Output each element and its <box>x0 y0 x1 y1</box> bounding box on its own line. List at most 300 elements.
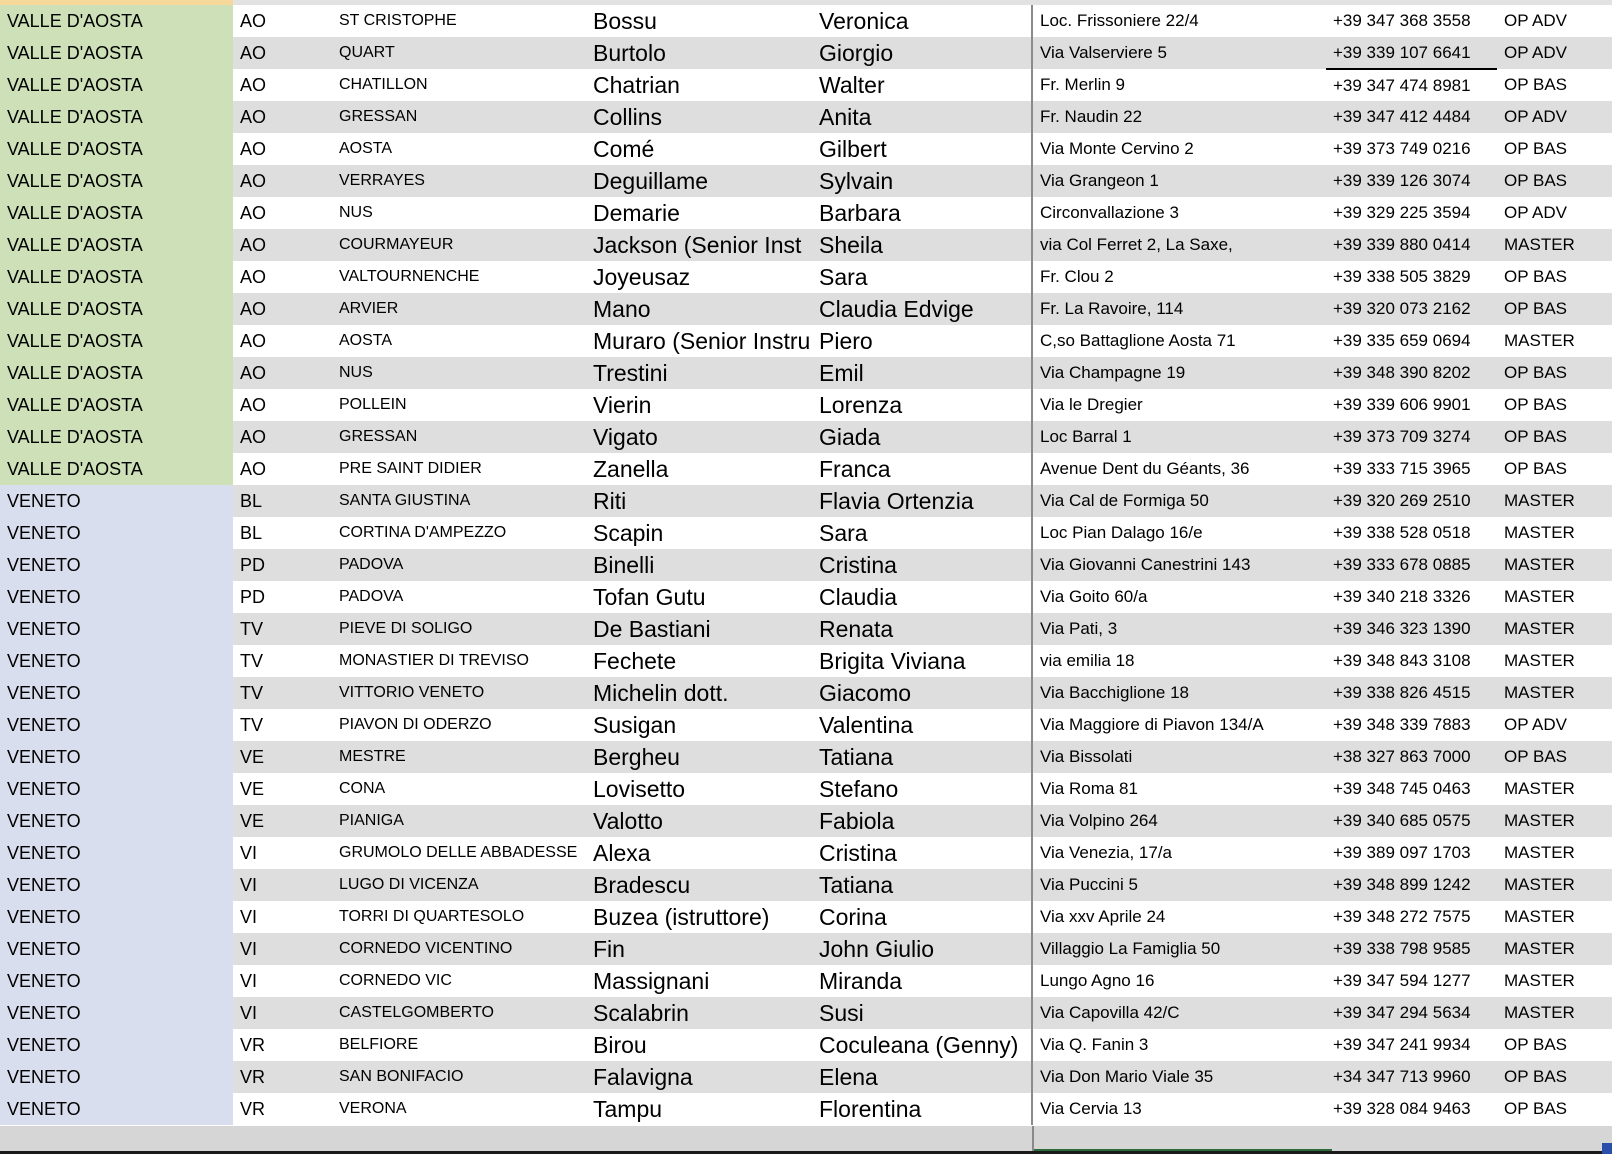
phone-cell[interactable]: +39 339 880 0414 <box>1326 229 1497 261</box>
address-cell[interactable]: Via Venezia, 17/a <box>1032 837 1326 869</box>
address-cell[interactable]: Via Bacchiglione 18 <box>1032 677 1326 709</box>
first-name-cell[interactable]: Elena <box>812 1061 1032 1093</box>
region-cell[interactable]: VENETO <box>0 869 233 901</box>
surname-cell[interactable]: Trestini <box>586 357 812 389</box>
city-cell[interactable]: SAN BONIFACIO <box>332 1061 586 1093</box>
level-cell[interactable]: MASTER <box>1497 549 1612 581</box>
province-cell[interactable]: VR <box>233 1061 332 1093</box>
surname-cell[interactable]: Buzea (istruttore) <box>586 901 812 933</box>
phone-cell[interactable]: +39 333 678 0885 <box>1326 549 1497 581</box>
city-cell[interactable]: ST CRISTOPHE <box>332 5 586 37</box>
city-cell[interactable]: TORRI DI QUARTESOLO <box>332 901 586 933</box>
address-cell[interactable]: Via Cervia 13 <box>1032 1093 1326 1125</box>
region-cell[interactable]: VENETO <box>0 613 233 645</box>
surname-cell[interactable]: Zanella <box>586 453 812 485</box>
level-cell[interactable]: OP BAS <box>1497 261 1612 293</box>
phone-cell[interactable]: +39 348 843 3108 <box>1326 645 1497 677</box>
province-cell[interactable]: PD <box>233 581 332 613</box>
table-row[interactable] <box>0 453 1612 485</box>
first-name-cell[interactable]: Sheila <box>812 229 1032 261</box>
phone-cell[interactable]: +39 340 685 0575 <box>1326 805 1497 837</box>
region-cell[interactable]: VENETO <box>0 677 233 709</box>
surname-cell[interactable]: Mano <box>586 293 812 325</box>
level-cell[interactable]: OP BAS <box>1497 133 1612 165</box>
surname-cell[interactable]: Vierin <box>586 389 812 421</box>
surname-cell[interactable]: Joyeusaz <box>586 261 812 293</box>
region-cell[interactable]: VENETO <box>0 549 233 581</box>
address-cell[interactable]: Loc Barral 1 <box>1032 421 1326 453</box>
surname-cell[interactable]: Muraro (Senior Instru <box>586 325 812 357</box>
phone-cell[interactable]: +39 328 084 9463 <box>1326 1093 1497 1125</box>
table-row[interactable] <box>0 965 1612 997</box>
phone-cell[interactable]: +39 338 798 9585 <box>1326 933 1497 965</box>
phone-cell[interactable]: +39 346 323 1390 <box>1326 613 1497 645</box>
level-cell[interactable]: OP ADV <box>1497 37 1612 69</box>
phone-cell[interactable]: +39 338 528 0518 <box>1326 517 1497 549</box>
province-cell[interactable]: AO <box>233 325 332 357</box>
level-cell[interactable]: MASTER <box>1497 581 1612 613</box>
province-cell[interactable]: VE <box>233 773 332 805</box>
table-row[interactable] <box>0 1029 1612 1061</box>
first-name-cell[interactable]: Cristina <box>812 549 1032 581</box>
city-cell[interactable]: PIAVON DI ODERZO <box>332 709 586 741</box>
level-cell[interactable]: MASTER <box>1497 997 1612 1029</box>
region-cell[interactable]: VALLE D'AOSTA <box>0 37 233 69</box>
province-cell[interactable]: VI <box>233 965 332 997</box>
resize-handle-icon[interactable] <box>1602 1143 1612 1154</box>
first-name-cell[interactable]: Corina <box>812 901 1032 933</box>
province-cell[interactable]: AO <box>233 293 332 325</box>
table-row[interactable] <box>0 613 1612 645</box>
address-cell[interactable]: Via Volpino 264 <box>1032 805 1326 837</box>
first-name-cell[interactable]: Lorenza <box>812 389 1032 421</box>
phone-cell[interactable]: +39 347 294 5634 <box>1326 997 1497 1029</box>
region-cell[interactable]: VENETO <box>0 645 233 677</box>
surname-cell[interactable]: Michelin dott. <box>586 677 812 709</box>
region-cell[interactable]: VENETO <box>0 741 233 773</box>
address-cell[interactable]: Via Capovilla 42/C <box>1032 997 1326 1029</box>
first-name-cell[interactable]: Miranda <box>812 965 1032 997</box>
province-cell[interactable]: VI <box>233 837 332 869</box>
surname-cell[interactable]: Riti <box>586 485 812 517</box>
first-name-cell[interactable]: Tatiana <box>812 869 1032 901</box>
surname-cell[interactable]: Fin <box>586 933 812 965</box>
province-cell[interactable]: VI <box>233 933 332 965</box>
region-cell[interactable]: VENETO <box>0 997 233 1029</box>
first-name-cell[interactable]: Barbara <box>812 197 1032 229</box>
region-cell[interactable]: VALLE D'AOSTA <box>0 101 233 133</box>
phone-cell[interactable]: +39 347 474 8981 <box>1326 69 1497 101</box>
level-cell[interactable]: OP ADV <box>1497 709 1612 741</box>
region-cell[interactable]: VALLE D'AOSTA <box>0 293 233 325</box>
phone-cell[interactable]: +39 348 339 7883 <box>1326 709 1497 741</box>
address-cell[interactable]: Via Roma 81 <box>1032 773 1326 805</box>
province-cell[interactable]: VI <box>233 997 332 1029</box>
level-cell[interactable]: OP ADV <box>1497 101 1612 133</box>
city-cell[interactable]: NUS <box>332 357 586 389</box>
table-row[interactable] <box>0 37 1612 69</box>
province-cell[interactable]: TV <box>233 677 332 709</box>
address-cell[interactable]: Via Monte Cervino 2 <box>1032 133 1326 165</box>
level-cell[interactable]: MASTER <box>1497 933 1612 965</box>
level-cell[interactable]: MASTER <box>1497 965 1612 997</box>
phone-cell[interactable]: +39 348 899 1242 <box>1326 869 1497 901</box>
level-cell[interactable]: MASTER <box>1497 869 1612 901</box>
city-cell[interactable]: PADOVA <box>332 581 586 613</box>
first-name-cell[interactable]: Emil <box>812 357 1032 389</box>
table-row[interactable] <box>0 325 1612 357</box>
first-name-cell[interactable]: Stefano <box>812 773 1032 805</box>
city-cell[interactable]: QUART <box>332 37 586 69</box>
city-cell[interactable]: CASTELGOMBERTO <box>332 997 586 1029</box>
province-cell[interactable]: AO <box>233 421 332 453</box>
province-cell[interactable]: VI <box>233 901 332 933</box>
table-row[interactable] <box>0 1061 1612 1093</box>
surname-cell[interactable]: Demarie <box>586 197 812 229</box>
city-cell[interactable]: POLLEIN <box>332 389 586 421</box>
region-cell[interactable]: VALLE D'AOSTA <box>0 5 233 37</box>
city-cell[interactable]: CORNEDO VICENTINO <box>332 933 586 965</box>
table-row[interactable] <box>0 741 1612 773</box>
first-name-cell[interactable]: Cristina <box>812 837 1032 869</box>
province-cell[interactable]: AO <box>233 5 332 37</box>
city-cell[interactable]: AOSTA <box>332 133 586 165</box>
level-cell[interactable]: MASTER <box>1497 485 1612 517</box>
phone-cell[interactable]: +39 339 107 6641 <box>1326 37 1497 69</box>
city-cell[interactable]: PRE SAINT DIDIER <box>332 453 586 485</box>
first-name-cell[interactable]: Claudia <box>812 581 1032 613</box>
surname-cell[interactable]: Alexa <box>586 837 812 869</box>
first-name-cell[interactable]: Coculeana (Genny) <box>812 1029 1032 1061</box>
city-cell[interactable]: PIANIGA <box>332 805 586 837</box>
phone-cell[interactable]: +39 389 097 1703 <box>1326 837 1497 869</box>
phone-cell[interactable]: +38 327 863 7000 <box>1326 741 1497 773</box>
level-cell[interactable]: MASTER <box>1497 229 1612 261</box>
city-cell[interactable]: COURMAYEUR <box>332 229 586 261</box>
address-cell[interactable]: Via Goito 60/a <box>1032 581 1326 613</box>
table-row[interactable] <box>0 485 1612 517</box>
first-name-cell[interactable]: Sara <box>812 261 1032 293</box>
surname-cell[interactable]: Jackson (Senior Inst <box>586 229 812 261</box>
address-cell[interactable]: C,so Battaglione Aosta 71 <box>1032 325 1326 357</box>
phone-cell[interactable]: +39 348 272 7575 <box>1326 901 1497 933</box>
phone-cell[interactable]: +39 320 269 2510 <box>1326 485 1497 517</box>
province-cell[interactable]: TV <box>233 645 332 677</box>
table-row[interactable] <box>0 773 1612 805</box>
first-name-cell[interactable]: Giada <box>812 421 1032 453</box>
level-cell[interactable]: OP BAS <box>1497 389 1612 421</box>
first-name-cell[interactable]: Brigita Viviana <box>812 645 1032 677</box>
region-cell[interactable]: VALLE D'AOSTA <box>0 453 233 485</box>
table-row[interactable] <box>0 5 1612 37</box>
address-cell[interactable]: Fr. Clou 2 <box>1032 261 1326 293</box>
table-row[interactable] <box>0 197 1612 229</box>
level-cell[interactable]: OP BAS <box>1497 741 1612 773</box>
surname-cell[interactable]: Falavigna <box>586 1061 812 1093</box>
level-cell[interactable]: MASTER <box>1497 773 1612 805</box>
level-cell[interactable]: MASTER <box>1497 805 1612 837</box>
level-cell[interactable]: MASTER <box>1497 901 1612 933</box>
surname-cell[interactable]: Bradescu <box>586 869 812 901</box>
region-cell[interactable]: VENETO <box>0 485 233 517</box>
region-cell[interactable]: VENETO <box>0 965 233 997</box>
first-name-cell[interactable]: Renata <box>812 613 1032 645</box>
table-row[interactable] <box>0 133 1612 165</box>
region-cell[interactable]: VENETO <box>0 1093 233 1125</box>
region-cell[interactable]: VENETO <box>0 1061 233 1093</box>
province-cell[interactable]: VR <box>233 1093 332 1125</box>
address-cell[interactable]: Via Valserviere 5 <box>1032 37 1326 69</box>
surname-cell[interactable]: Collins <box>586 101 812 133</box>
phone-cell[interactable]: +39 339 126 3074 <box>1326 165 1497 197</box>
region-cell[interactable]: VALLE D'AOSTA <box>0 69 233 101</box>
first-name-cell[interactable]: Claudia Edvige <box>812 293 1032 325</box>
province-cell[interactable]: TV <box>233 613 332 645</box>
city-cell[interactable]: CONA <box>332 773 586 805</box>
region-cell[interactable]: VALLE D'AOSTA <box>0 421 233 453</box>
city-cell[interactable]: VITTORIO VENETO <box>332 677 586 709</box>
address-cell[interactable]: via emilia 18 <box>1032 645 1326 677</box>
table-row[interactable] <box>0 517 1612 549</box>
level-cell[interactable]: MASTER <box>1497 837 1612 869</box>
city-cell[interactable]: CHATILLON <box>332 69 586 101</box>
first-name-cell[interactable]: Susi <box>812 997 1032 1029</box>
surname-cell[interactable]: Scalabrin <box>586 997 812 1029</box>
region-cell[interactable]: VENETO <box>0 709 233 741</box>
surname-cell[interactable]: Comé <box>586 133 812 165</box>
phone-cell[interactable]: +39 347 241 9934 <box>1326 1029 1497 1061</box>
first-name-cell[interactable]: Valentina <box>812 709 1032 741</box>
level-cell[interactable]: OP BAS <box>1497 69 1612 101</box>
city-cell[interactable]: VERRAYES <box>332 165 586 197</box>
first-name-cell[interactable]: Franca <box>812 453 1032 485</box>
first-name-cell[interactable]: Sylvain <box>812 165 1032 197</box>
surname-cell[interactable]: Deguillame <box>586 165 812 197</box>
address-cell[interactable]: Loc Pian Dalago 16/e <box>1032 517 1326 549</box>
city-cell[interactable]: NUS <box>332 197 586 229</box>
table-row[interactable] <box>0 229 1612 261</box>
first-name-cell[interactable]: Giacomo <box>812 677 1032 709</box>
city-cell[interactable]: MONASTIER DI TREVISO <box>332 645 586 677</box>
region-cell[interactable]: VENETO <box>0 773 233 805</box>
phone-cell[interactable]: +39 338 826 4515 <box>1326 677 1497 709</box>
phone-cell[interactable]: +34 347 713 9960 <box>1326 1061 1497 1093</box>
table-row[interactable] <box>0 1093 1612 1125</box>
address-cell[interactable]: Avenue Dent du Géants, 36 <box>1032 453 1326 485</box>
level-cell[interactable]: OP BAS <box>1497 421 1612 453</box>
province-cell[interactable]: TV <box>233 709 332 741</box>
address-cell[interactable]: via Col Ferret 2, La Saxe, <box>1032 229 1326 261</box>
city-cell[interactable]: CORNEDO VIC <box>332 965 586 997</box>
table-row[interactable] <box>0 389 1612 421</box>
address-cell[interactable]: Fr. Naudin 22 <box>1032 101 1326 133</box>
phone-cell[interactable]: +39 339 606 9901 <box>1326 389 1497 421</box>
first-name-cell[interactable]: Anita <box>812 101 1032 133</box>
address-cell[interactable]: Villaggio La Famiglia 50 <box>1032 933 1326 965</box>
phone-cell[interactable]: +39 347 368 3558 <box>1326 5 1497 37</box>
surname-cell[interactable]: Massignani <box>586 965 812 997</box>
surname-cell[interactable]: Bergheu <box>586 741 812 773</box>
region-cell[interactable]: VENETO <box>0 837 233 869</box>
phone-cell[interactable]: +39 373 709 3274 <box>1326 421 1497 453</box>
surname-cell[interactable]: De Bastiani <box>586 613 812 645</box>
city-cell[interactable]: PADOVA <box>332 549 586 581</box>
city-cell[interactable]: ARVIER <box>332 293 586 325</box>
region-cell[interactable]: VENETO <box>0 933 233 965</box>
level-cell[interactable]: OP BAS <box>1497 293 1612 325</box>
city-cell[interactable]: GRESSAN <box>332 421 586 453</box>
province-cell[interactable]: AO <box>233 229 332 261</box>
city-cell[interactable]: CORTINA D'AMPEZZO <box>332 517 586 549</box>
table-row[interactable] <box>0 709 1612 741</box>
first-name-cell[interactable]: Florentina <box>812 1093 1032 1125</box>
surname-cell[interactable]: Scapin <box>586 517 812 549</box>
city-cell[interactable]: GRUMOLO DELLE ABBADESSE <box>332 837 586 869</box>
address-cell[interactable]: Fr. Merlin 9 <box>1032 69 1326 101</box>
table-row[interactable] <box>0 933 1612 965</box>
table-row[interactable] <box>0 805 1612 837</box>
region-cell[interactable]: VENETO <box>0 517 233 549</box>
surname-cell[interactable]: Valotto <box>586 805 812 837</box>
province-cell[interactable]: AO <box>233 133 332 165</box>
first-name-cell[interactable]: Tatiana <box>812 741 1032 773</box>
address-cell[interactable]: Via le Dregier <box>1032 389 1326 421</box>
province-cell[interactable]: AO <box>233 69 332 101</box>
level-cell[interactable]: OP BAS <box>1497 1029 1612 1061</box>
address-cell[interactable]: Via xxv Aprile 24 <box>1032 901 1326 933</box>
city-cell[interactable]: SANTA GIUSTINA <box>332 485 586 517</box>
level-cell[interactable]: OP BAS <box>1497 453 1612 485</box>
table-row[interactable] <box>0 69 1612 101</box>
address-cell[interactable]: Via Giovanni Canestrini 143 <box>1032 549 1326 581</box>
address-cell[interactable]: Via Grangeon 1 <box>1032 165 1326 197</box>
province-cell[interactable]: VI <box>233 869 332 901</box>
address-cell[interactable]: Loc. Frissoniere 22/4 <box>1032 5 1326 37</box>
table-row[interactable] <box>0 869 1612 901</box>
city-cell[interactable]: GRESSAN <box>332 101 586 133</box>
region-cell[interactable]: VALLE D'AOSTA <box>0 261 233 293</box>
province-cell[interactable]: BL <box>233 517 332 549</box>
first-name-cell[interactable]: Gilbert <box>812 133 1032 165</box>
first-name-cell[interactable]: Flavia Ortenzia <box>812 485 1032 517</box>
level-cell[interactable]: MASTER <box>1497 613 1612 645</box>
region-cell[interactable]: VALLE D'AOSTA <box>0 357 233 389</box>
province-cell[interactable]: AO <box>233 165 332 197</box>
city-cell[interactable]: VERONA <box>332 1093 586 1125</box>
level-cell[interactable]: OP BAS <box>1497 165 1612 197</box>
table-row[interactable] <box>0 101 1612 133</box>
level-cell[interactable]: OP ADV <box>1497 5 1612 37</box>
phone-cell[interactable]: +39 348 390 8202 <box>1326 357 1497 389</box>
province-cell[interactable]: BL <box>233 485 332 517</box>
level-cell[interactable]: OP ADV <box>1497 197 1612 229</box>
surname-cell[interactable]: Binelli <box>586 549 812 581</box>
table-row[interactable] <box>0 165 1612 197</box>
first-name-cell[interactable]: Piero <box>812 325 1032 357</box>
first-name-cell[interactable]: John Giulio <box>812 933 1032 965</box>
province-cell[interactable]: VR <box>233 1029 332 1061</box>
region-cell[interactable]: VENETO <box>0 901 233 933</box>
province-cell[interactable]: VE <box>233 805 332 837</box>
level-cell[interactable]: OP BAS <box>1497 357 1612 389</box>
province-cell[interactable]: AO <box>233 357 332 389</box>
region-cell[interactable]: VALLE D'AOSTA <box>0 165 233 197</box>
city-cell[interactable]: AOSTA <box>332 325 586 357</box>
address-cell[interactable]: Circonvallazione 3 <box>1032 197 1326 229</box>
table-row[interactable] <box>0 837 1612 869</box>
city-cell[interactable]: PIEVE DI SOLIGO <box>332 613 586 645</box>
phone-cell[interactable]: +39 329 225 3594 <box>1326 197 1497 229</box>
region-cell[interactable]: VALLE D'AOSTA <box>0 197 233 229</box>
first-name-cell[interactable]: Veronica <box>812 5 1032 37</box>
level-cell[interactable]: MASTER <box>1497 517 1612 549</box>
province-cell[interactable]: VE <box>233 741 332 773</box>
surname-cell[interactable]: Vigato <box>586 421 812 453</box>
address-cell[interactable]: Fr. La Ravoire, 114 <box>1032 293 1326 325</box>
phone-cell[interactable]: +39 320 073 2162 <box>1326 293 1497 325</box>
surname-cell[interactable]: Tampu <box>586 1093 812 1125</box>
city-cell[interactable]: VALTOURNENCHE <box>332 261 586 293</box>
table-row[interactable] <box>0 421 1612 453</box>
table-row[interactable] <box>0 645 1612 677</box>
first-name-cell[interactable]: Walter <box>812 69 1032 101</box>
region-cell[interactable]: VALLE D'AOSTA <box>0 133 233 165</box>
address-cell[interactable]: Via Champagne 19 <box>1032 357 1326 389</box>
level-cell[interactable]: MASTER <box>1497 677 1612 709</box>
table-row[interactable] <box>0 901 1612 933</box>
table-row[interactable] <box>0 549 1612 581</box>
phone-cell[interactable]: +39 335 659 0694 <box>1326 325 1497 357</box>
province-cell[interactable]: AO <box>233 453 332 485</box>
table-row[interactable] <box>0 677 1612 709</box>
address-cell[interactable]: Lungo Agno 16 <box>1032 965 1326 997</box>
surname-cell[interactable]: Chatrian <box>586 69 812 101</box>
province-cell[interactable]: AO <box>233 389 332 421</box>
surname-cell[interactable]: Burtolo <box>586 37 812 69</box>
table-row[interactable] <box>0 997 1612 1029</box>
table-row[interactable] <box>0 293 1612 325</box>
surname-cell[interactable]: Lovisetto <box>586 773 812 805</box>
level-cell[interactable]: OP BAS <box>1497 1093 1612 1125</box>
region-cell[interactable]: VENETO <box>0 805 233 837</box>
region-cell[interactable]: VALLE D'AOSTA <box>0 229 233 261</box>
city-cell[interactable]: BELFIORE <box>332 1029 586 1061</box>
region-cell[interactable]: VALLE D'AOSTA <box>0 325 233 357</box>
first-name-cell[interactable]: Giorgio <box>812 37 1032 69</box>
province-cell[interactable]: AO <box>233 101 332 133</box>
phone-cell[interactable]: +39 333 715 3965 <box>1326 453 1497 485</box>
phone-cell[interactable]: +39 340 218 3326 <box>1326 581 1497 613</box>
address-cell[interactable]: Via Bissolati <box>1032 741 1326 773</box>
phone-cell[interactable]: +39 347 594 1277 <box>1326 965 1497 997</box>
province-cell[interactable]: PD <box>233 549 332 581</box>
surname-cell[interactable]: Fechete <box>586 645 812 677</box>
address-cell[interactable]: Via Q. Fanin 3 <box>1032 1029 1326 1061</box>
address-cell[interactable]: Via Don Mario Viale 35 <box>1032 1061 1326 1093</box>
phone-cell[interactable]: +39 338 505 3829 <box>1326 261 1497 293</box>
region-cell[interactable]: VALLE D'AOSTA <box>0 389 233 421</box>
level-cell[interactable]: MASTER <box>1497 325 1612 357</box>
address-cell[interactable]: Via Maggiore di Piavon 134/A <box>1032 709 1326 741</box>
first-name-cell[interactable]: Fabiola <box>812 805 1032 837</box>
region-cell[interactable]: VENETO <box>0 581 233 613</box>
surname-cell[interactable]: Tofan Gutu <box>586 581 812 613</box>
province-cell[interactable]: AO <box>233 261 332 293</box>
address-cell[interactable]: Via Pati, 3 <box>1032 613 1326 645</box>
table-row[interactable] <box>0 261 1612 293</box>
level-cell[interactable]: MASTER <box>1497 645 1612 677</box>
address-cell[interactable]: Via Puccini 5 <box>1032 869 1326 901</box>
